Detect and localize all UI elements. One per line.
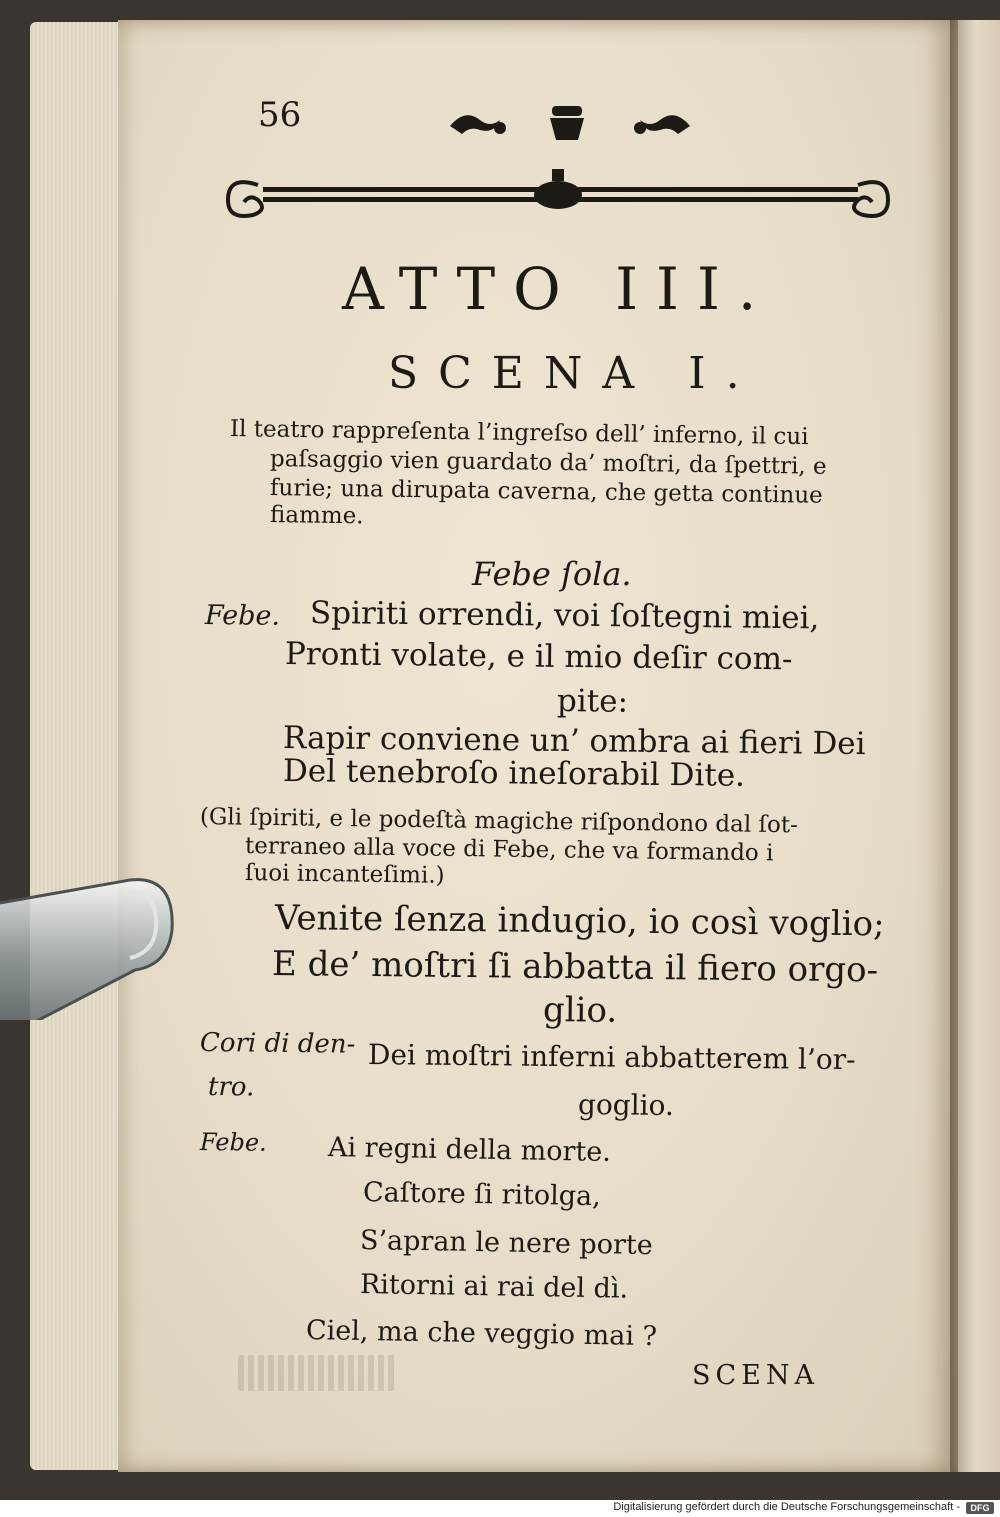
verse-line: pite: [556, 683, 629, 720]
page-number: 56 [258, 95, 302, 135]
speaker-name: Febe. [199, 1128, 267, 1157]
footer-bar [0, 1500, 1000, 1517]
speaker-name: Febe. [204, 600, 281, 632]
verse-line: E de’ moſtri ſi abbatta il fiero orgo- [271, 944, 879, 991]
right-page-edge [958, 20, 1000, 1472]
stage-direction-line: ſuoi incanteſimi.) [244, 860, 445, 889]
verse-line: Caſtore ſi ritolga, [362, 1177, 602, 1213]
verse-line: Rapir conviene un’ ombra ai fieri Dei [282, 720, 866, 763]
speaker-heading: Febe ſola. [472, 555, 632, 593]
verse-line: Dei moſtri inferni abbatterem l’or- [367, 1038, 856, 1077]
verse-line: S’apran le nere porte [359, 1225, 653, 1262]
faded-library-stamp [238, 1355, 398, 1391]
verse-line: glio. [542, 990, 618, 1031]
verse-line: Del tenebroſo ineſorabil Dite. [282, 753, 746, 794]
verse-line: goglio. [577, 1088, 675, 1123]
stage-direction-line: (Gli ſpiriti, e le podeſtà magiche riſpondono dal ſot- [199, 804, 799, 839]
stage-direction-line: Il teatro rappreſenta l’ingreſso dell’ inferno, il cui [229, 416, 809, 451]
verse-line: Ritorni ai rai del dì. [359, 1269, 629, 1305]
act-title: ATTO III. [342, 255, 775, 323]
page-holder-clip-icon [0, 870, 180, 1020]
stage-direction-line: paſsaggio vien guardato da’ moſtri, da ſpettri, e [269, 446, 827, 480]
scene-title: SCENA I. [388, 348, 760, 399]
verse-line: Ai regni della morte. [327, 1132, 612, 1168]
verse-line: Venite ſenza indugio, io così voglio; [274, 898, 885, 945]
speaker-name: tro. [207, 1072, 255, 1103]
decorative-headpiece-icon [218, 165, 898, 225]
verse-line: Spiriti orrendi, voi ſoſtegni miei, [309, 595, 820, 637]
stage-direction-line: fiamme. [269, 502, 364, 530]
verse-line: Pronti volate, e il mio deſir com- [284, 636, 793, 678]
floral-ornament-icon [440, 98, 700, 148]
verse-line: Ciel, ma che veggio mai ? [305, 1315, 658, 1353]
speaker-name: Cori di den- [199, 1028, 356, 1060]
page-edges [30, 22, 130, 1470]
stage-direction-line: terraneo alla voce di Febe, che va formando i [244, 833, 774, 867]
catchword: SCENA [692, 1360, 819, 1391]
footer-credit: Digitalisierung gefördert durch die Deutsche Forschungsgemeinschaft - [613, 1501, 960, 1513]
dfg-logo: DFG [966, 1502, 994, 1514]
stage-direction-line: furie; una dirupata caverna, che getta continue [269, 475, 823, 509]
